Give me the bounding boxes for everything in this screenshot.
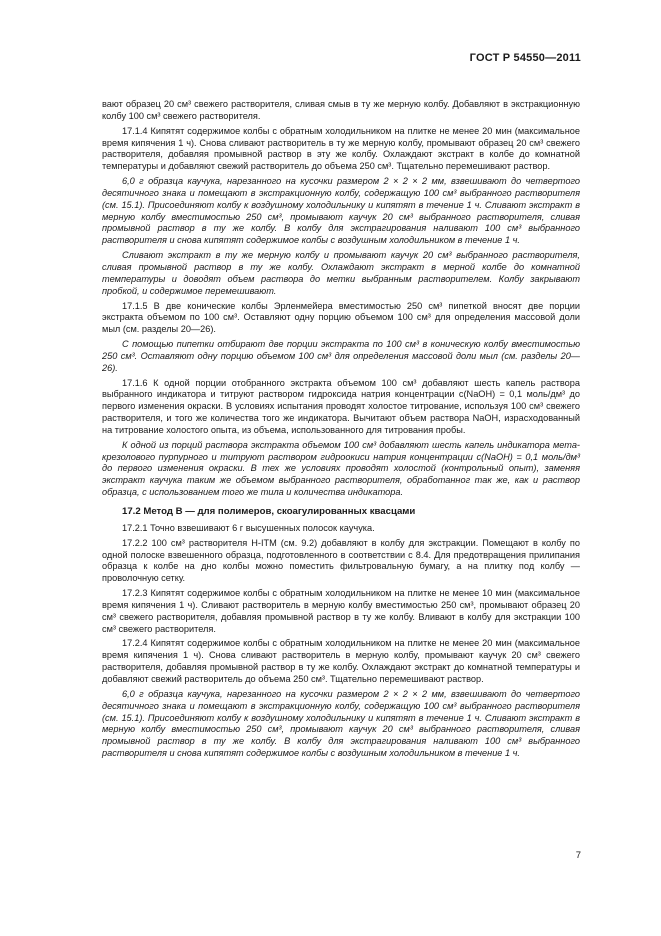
- paragraph: 17.2.1 Точно взвешивают 6 г высушенных полосок каучука.: [122, 522, 375, 533]
- paragraph: 17.1.6 К одной порции отобранного экстракта объемом 100 см³ добавляют шесть капель раствора выбранного индикатора и титруют раствором гидроксида натрия концентрации c(NaOH) = 0,1 моль/дм³ до первого изменения окраски. В условиях испытания проводят холостое титрование, используя 100 см³ свежего растворителя, и того же количества того же индикатора. Вычитают объем раствора NaOH, израсходованный на титрование холостого опыта, из объема, использованного для титрования пробы.: [102, 377, 580, 435]
- section-heading: 17.2 Метод В — для полимеров, скоагулированных квасцами: [122, 506, 416, 517]
- paragraph-italic: К одной из порций раствора экстракта объемом 100 см³ добавляют шесть капель индикатора мета-крезолового пурпурного и титруют раствором гидроокиси натрия концентрации c(NaOH) = 0,1 моль/дм³ до первого изменения окраски. В тех же условиях проводят холостой (контрольный опыт), заменяя экстракт каучука таким же объемом выбранного растворителя, обработанног так же, как и раствор образца, с использованием того же тила и количества индикатора.: [102, 439, 580, 498]
- paragraph: 17.1.5 В две конические колбы Эрленмейера вместимостью 250 см³ пипеткой вносят две порции экстракта объемом по 100 см³. Оставляют одну порцию объемом 100 см³ для определения массовой доли мыл (см. разделы 20—26).: [102, 300, 580, 335]
- paragraph: 17.1.4 Кипятят содержимое колбы с обратным холодильником на плитке не менее 20 мин (максимальное время кипячения 1 ч). Снова сливают растворитель в ту же мерную колбу, промывают образец 20 см³ свежего растворителя, добавляя промывной раствор в эту же колбу. Охлаждают экстракт в колбе до комнатной температуры и добавляют свежий растворитель до объема 250 см³. Тщательно перемешивают раствор.: [102, 125, 580, 172]
- paragraph: вают образец 20 см³ свежего растворителя, сливая смыв в ту же мерную колбу. Добавляют в экстракционную колбу 100 см³ свежего растворителя.: [102, 99, 580, 121]
- page-number: 7: [575, 850, 581, 861]
- paragraph: 17.2.4 Кипятят содержимое колбы с обратным холодильником на плитке не менее 20 мин (максимальное время кипячения 1 ч). Снова сливают растворитель в мерную колбу, промывают каучук 20 см³ свежего растворителя, добавляя промывной раствор в ту же колбу. Охлаждают экстракт до комнатной температуры и добавляют свежий растворитель до объема 250 см³. Тщательно перемешивают раствор.: [102, 638, 580, 684]
- paragraph-italic: С помощью пипетки отбирают две порции экстракта по 100 см³ в коническую колбу вместимостью 250 см³. Оставляют одну порцию объемом 100 см³ для определения массовой доли мыл (см. разделы 20—26).: [102, 339, 580, 373]
- paragraph-italic: 6,0 г образца каучука, нарезанного на кусочки размером 2 × 2 × 2 мм, взвешивают до четвертого десятичного знака и помещают в экстракционную колбу, содержащую 100 см³ выбранного растворителя (см. 15.1). Присоединяют колбу к воздушному холодильнику и кипятят в течение 1 ч. Сливают экстракт в мерную колбу вместимостью 250 см³, промывают каучук 20 см³ выбранного растворителя, сливая промывной раствор в ту же колбу. В колбу для экстрагирования наливают 100 см³ выбранного растворителя и снова кипятят содержимое колбы с воздушным холодильником в течение 1 ч.: [102, 176, 580, 246]
- document-body: [102, 99, 580, 763]
- document-standard-number: ГОСТ Р 54550—2011: [469, 52, 581, 64]
- paragraph-italic: 6,0 г образца каучука, нарезанного на кусочки размером 2 × 2 × 2 мм, взвешивают до четвертого десятичного знака и помещают в экстракционную колбу, содержащую 100 см³ выбранного растворителя (см. 15.1). Присоединяют колбу к воздушному холодильнику и кипятят в течение 1 ч. Сливают экстракт в мерную колбу вместимостью 250 см³, промывают каучук 20 см³ выбранного растворителя, сливая промывной раствор в ту же колбу. В колбу для экстрагирования наливают 100 см³ выбранного растворителя и снова кипятят содержимое колбы с воздушным холодильником в течение 1 ч.: [102, 688, 580, 759]
- paragraph: 17.2.3 Кипятят содержимое колбы с обратным холодильником на плитке не менее 10 мин (максимальное время кипячения 1 ч). Сливают растворитель в мерную колбу вместимостью 250 см³, промывают образец 20 см³ свежего растворителя, добавляя промывной раствор в ту же колбу. Вливают в колбу для экстракции 100 см³ свежего растворителя.: [102, 588, 580, 634]
- paragraph: 17.2.2 100 см³ растворителя Н-ITM (см. 9.2) добавляют в колбу для экстракции. Помещают в колбу по одной полоске взвешенного образца, подготовленного в соответствии с 8.4. Для предотвращения прилипания образца к колбе на дно колбы можно поместить фильтровальную бумагу, а на плитку под колбу — проволочную сетку.: [102, 537, 580, 584]
- paragraph-italic: Сливают экстракт в ту же мерную колбу и промывают каучук 20 см³ выбранного растворителя, сливая промывной раствор в ту же колбу. Охлаждают экстракт в мерной колбе до комнатной температуры и доводят объем раствора до метки выбранным растворителем. Колбу закрывают пробкой, и содержимое перемешивают.: [102, 250, 580, 296]
